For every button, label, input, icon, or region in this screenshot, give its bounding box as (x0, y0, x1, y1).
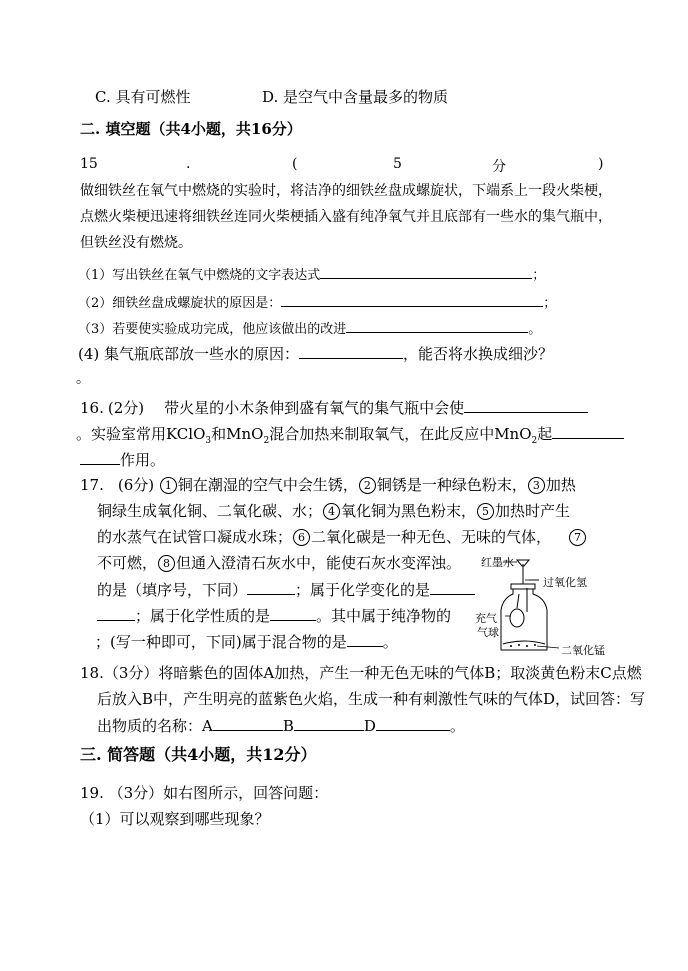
q17-t2b: 氧化铜为黑色粉末， (341, 502, 477, 520)
q18-line3 (97, 716, 465, 735)
q15-score-unit: 分 (492, 159, 506, 175)
q15-score: 5 (393, 156, 402, 172)
q19-line1: 19. （3分）如右图所示，回答问题： (80, 784, 329, 802)
q15-blank3[interactable] (346, 318, 528, 333)
q17-line7 (95, 632, 398, 651)
q15-sub4 (78, 344, 553, 363)
q15-paren-open: ( (292, 156, 298, 172)
label-red-ink: 红墨水 (481, 556, 514, 569)
q15-sub2-end: ； (543, 296, 557, 311)
q18-line3-c: D (363, 717, 376, 735)
apparatus-figure (475, 550, 645, 660)
label-balloon-1: 充气 (475, 612, 497, 625)
circled-3: 3 (528, 477, 545, 494)
q17-t6a: ；属于化学性质的是 (135, 607, 271, 625)
q16-text2d: 起 (537, 425, 553, 443)
q16-number: 16. (80, 399, 104, 417)
q17-blank1[interactable] (247, 580, 295, 595)
q17-t1b: 铜锈是一种绿色粉末， (376, 476, 527, 494)
q16-blank2[interactable] (552, 424, 624, 439)
q17-line4 (97, 554, 461, 572)
q17-line3 (97, 528, 587, 546)
q15-sub1-text: （1）写出铁丝在氧气中燃烧的文字表达式 (78, 268, 321, 283)
q15-sub1-end: ； (532, 268, 546, 283)
option-d: D. 是空气中含量最多的物质 (262, 88, 449, 106)
q17-t7b: 。 (382, 633, 398, 651)
q17-t5a: 的是（填序号，下同） (97, 581, 248, 599)
q15-blank2[interactable] (281, 292, 543, 307)
circled-2: 2 (359, 477, 376, 494)
q17-t7a: ；(写一种即可，下同)属于混合物的是 (95, 633, 347, 651)
section2-title: 二. 填空题（共4小题，共16分） (80, 120, 302, 138)
q16-text2c: 混合加热来制取氧气，在此反应中MnO (269, 425, 532, 443)
q17-t3a: 的水蒸气在试管口凝成水珠； (97, 528, 293, 546)
circled-8: 8 (158, 555, 175, 572)
q16-text2a: 。实验室常用KClO (76, 425, 206, 443)
q15-paren-close: ) (598, 156, 604, 172)
q17-line6 (97, 606, 451, 625)
q17-blank4[interactable] (270, 606, 316, 621)
q16-line2 (76, 424, 624, 450)
circled-5: 5 (477, 503, 494, 520)
q16-line1 (80, 398, 588, 417)
q16-text3: 作用。 (120, 451, 166, 469)
q17-t2a: 铜绿生成氧化铜、二氧化碳、水； (97, 502, 323, 520)
q16-text2b: 和MnO (211, 425, 264, 443)
q15-sub2 (78, 292, 556, 313)
q17-t1a: 铜在潮湿的空气中会生锈， (177, 476, 358, 494)
q15-sub4-text: (4) 集气瓶底部放一些水的原因： (78, 345, 300, 363)
q15-blank4[interactable] (299, 344, 403, 359)
q16-blank1[interactable] (464, 398, 588, 413)
option-c: C. 具有可燃性 (95, 88, 191, 106)
q15-sub3-end: 。 (528, 322, 542, 337)
q15-sub3 (78, 318, 541, 339)
q16-sub2: 2 (263, 436, 270, 446)
q15-tail: 。 (76, 371, 90, 387)
q17-t4a: 不可燃， (97, 554, 158, 572)
q16-text1: 带火星的小木条伸到盛有氧气的集气瓶中会使 (164, 399, 465, 417)
q15-line1: 做细铁丝在氧气中燃烧的实验时，将洁净的细铁丝盘成螺旋状，下端系上一段火柴梗， (80, 183, 612, 199)
q17-line1 (80, 476, 576, 494)
label-manganese-dioxide: 二氧化锰 (561, 644, 605, 657)
q19-sub1: （1）可以观察到哪些现象？ (80, 810, 270, 828)
circled-7: 7 (569, 529, 586, 546)
q15-sub1 (78, 264, 545, 285)
q16-score: (2分) (107, 399, 145, 417)
q17-t1c: 加热 (545, 476, 576, 494)
q18-blank-a[interactable] (213, 716, 283, 731)
q16-blank3[interactable] (80, 450, 120, 465)
q17-line2 (97, 502, 570, 520)
q18-blank-d[interactable] (376, 716, 450, 731)
q18-line3-b: B (282, 717, 294, 735)
q15-sub2-text: （2）细铁丝盘成螺旋状的原因是： (78, 296, 282, 311)
q16-sub1: 3 (205, 436, 212, 446)
q17-t3b: 二氧化碳是一种无色、无味的气体， (311, 528, 552, 546)
q15-sub4-end: ，能否将水换成细沙？ (403, 345, 554, 363)
q15-number: 15 (80, 156, 98, 172)
q15-line2: 点燃火柴梗迅速将细铁丝连同火柴梗插入盛有纯净氧气并且底部有一些水的集气瓶中， (80, 209, 612, 225)
q18-line3-d: 。 (449, 717, 465, 735)
label-hydrogen-peroxide: 过氧化氢 (543, 576, 587, 589)
q17-blank5[interactable] (347, 632, 383, 647)
q18-line1: 18.（3分）将暗紫色的固体A加热，产生一种无色无味的气体B；取淡黄色粉末C点燃 (80, 664, 642, 682)
q17-t6b: 。其中属于纯净物的 (316, 607, 452, 625)
label-balloon-2: 气球 (477, 626, 499, 639)
q17-t4b: 但通入澄清石灰水中，能使石灰水变浑浊。 (176, 554, 462, 572)
q17-t5b: ；属于化学变化的是 (295, 581, 431, 599)
q18-line3-a: 出物质的名称：A (97, 717, 213, 735)
section3-title: 三. 简答题（共4小题，共12分） (80, 745, 317, 764)
q16-line3 (80, 450, 165, 469)
q18-blank-b[interactable] (294, 716, 364, 731)
q17-t2c: 加热时产生 (495, 502, 571, 520)
q18-line2: 后放入B中，产生明亮的蓝紫色火焰，生成一种有刺激性气味的气体D，试回答：写 (97, 690, 646, 708)
q16-sub3: 2 (531, 436, 538, 446)
q17-score: (6分) (117, 476, 155, 494)
circled-6: 6 (293, 529, 310, 546)
q15-sub3-text: （3）若要使实验成功完成，他应该做出的改进 (78, 322, 347, 337)
q15-dot: . (186, 156, 191, 172)
q17-blank3[interactable] (97, 606, 135, 621)
q17-line5 (97, 580, 486, 599)
q17-number: 17. (80, 476, 104, 494)
circled-4: 4 (323, 503, 340, 520)
circled-1: 1 (160, 477, 177, 494)
q15-blank1[interactable] (320, 264, 532, 279)
q15-line3: 但铁丝没有燃烧。 (80, 235, 192, 251)
